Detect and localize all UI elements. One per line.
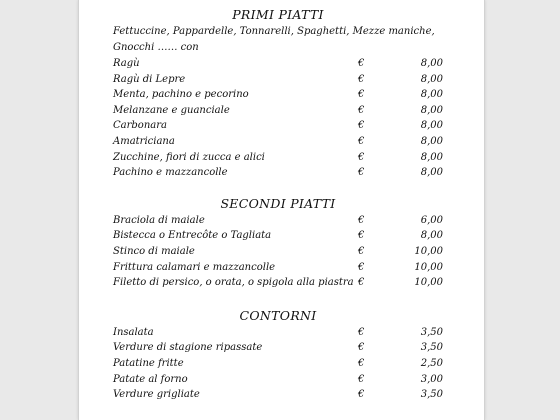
menu-item — [113, 244, 443, 260]
section-spacer — [113, 181, 443, 195]
item-price: 8,00 — [420, 73, 443, 85]
item-name: Bistecca o Entrecôte o Tagliata — [113, 230, 272, 242]
menu-item — [113, 275, 443, 291]
item-price: 3,00 — [420, 373, 443, 385]
item-price: 8,00 — [420, 58, 443, 69]
item-name: Verdure di stagione ripassate — [113, 342, 263, 354]
menu-item — [113, 150, 443, 166]
section-title-primi: PRIMI PIATTI — [232, 7, 324, 22]
item-price: 8,00 — [420, 151, 443, 163]
menu-content — [113, 6, 443, 403]
currency-symbol: € — [358, 277, 365, 289]
currency-symbol: € — [358, 245, 365, 257]
item-price: 8,00 — [420, 167, 443, 179]
item-price: 8,00 — [420, 135, 443, 147]
currency-symbol: € — [358, 89, 365, 101]
currency-symbol: € — [358, 104, 365, 116]
menu-item — [113, 260, 443, 276]
menu-item — [113, 103, 443, 119]
item-name: Frittura calamari e mazzancolle — [113, 261, 276, 273]
item-price: 8,00 — [420, 120, 443, 132]
currency-symbol: € — [358, 389, 365, 401]
item-name: Patate al forno — [113, 373, 188, 385]
menu-item — [113, 325, 443, 341]
currency-symbol: € — [358, 58, 365, 69]
section-spacer — [113, 291, 443, 307]
item-name: Stinco di maiale — [113, 245, 195, 257]
menu-item — [113, 228, 443, 244]
item-price: 3,50 — [420, 326, 443, 338]
currency-symbol: € — [358, 373, 365, 385]
item-name: Menta, pachino e pecorino — [113, 89, 249, 101]
menu-item — [113, 356, 443, 372]
menu-item — [113, 340, 443, 356]
menu-item — [113, 372, 443, 388]
item-price: 10,00 — [414, 245, 443, 257]
item-name: Pachino e mazzancolle — [113, 167, 228, 179]
item-name: Zucchine, fiori di zucca e alici — [113, 151, 265, 163]
menu-item — [113, 72, 443, 88]
item-name: Patatine fritte — [113, 357, 184, 369]
currency-symbol: € — [358, 230, 365, 242]
primi-intro-text: Fettuccine, Pappardelle, Tonnarelli, Spaghetti, Mezze maniche, Gnocchi …… con — [113, 26, 435, 53]
item-name: Melanzane e guanciale — [113, 104, 230, 116]
currency-symbol: € — [358, 326, 365, 338]
item-name: Filetto di persico, o orata, o spigola alla piastra — [113, 277, 354, 289]
item-price: 8,00 — [420, 89, 443, 101]
currency-symbol: € — [358, 357, 365, 369]
menu-item — [113, 134, 443, 150]
item-name: Verdure grigliate — [113, 389, 200, 401]
section-title-contorni: CONTORNI — [239, 307, 317, 323]
item-name: Braciola di maiale — [113, 214, 205, 226]
item-price: 10,00 — [414, 261, 443, 273]
item-name: Carbonara — [113, 120, 167, 132]
item-price: 8,00 — [420, 230, 443, 242]
item-price: 3,50 — [420, 389, 443, 401]
menu-item — [113, 213, 443, 229]
menu-item — [113, 387, 443, 403]
currency-symbol: € — [358, 342, 365, 354]
currency-symbol: € — [358, 120, 365, 132]
menu-item — [113, 118, 443, 134]
item-name: Insalata — [113, 326, 154, 338]
currency-symbol: € — [358, 214, 365, 226]
menu-item — [113, 56, 443, 72]
currency-symbol: € — [358, 135, 365, 147]
menu-item — [113, 87, 443, 103]
menu-item — [113, 165, 443, 181]
item-price: 6,00 — [420, 214, 443, 226]
item-name: Ragù — [113, 58, 140, 69]
currency-symbol: € — [358, 151, 365, 163]
section-title-secondi: SECONDI PIATTI — [220, 195, 336, 211]
currency-symbol: € — [358, 167, 365, 179]
item-price: 10,00 — [414, 277, 443, 289]
currency-symbol: € — [358, 261, 365, 273]
item-name: Amatriciana — [113, 135, 175, 147]
item-price: 3,50 — [420, 342, 443, 354]
item-price: 2,50 — [420, 357, 443, 369]
document-page — [78, 0, 485, 420]
item-name: Ragù di Lepre — [113, 73, 186, 85]
currency-symbol: € — [358, 73, 365, 85]
item-price: 8,00 — [420, 104, 443, 116]
